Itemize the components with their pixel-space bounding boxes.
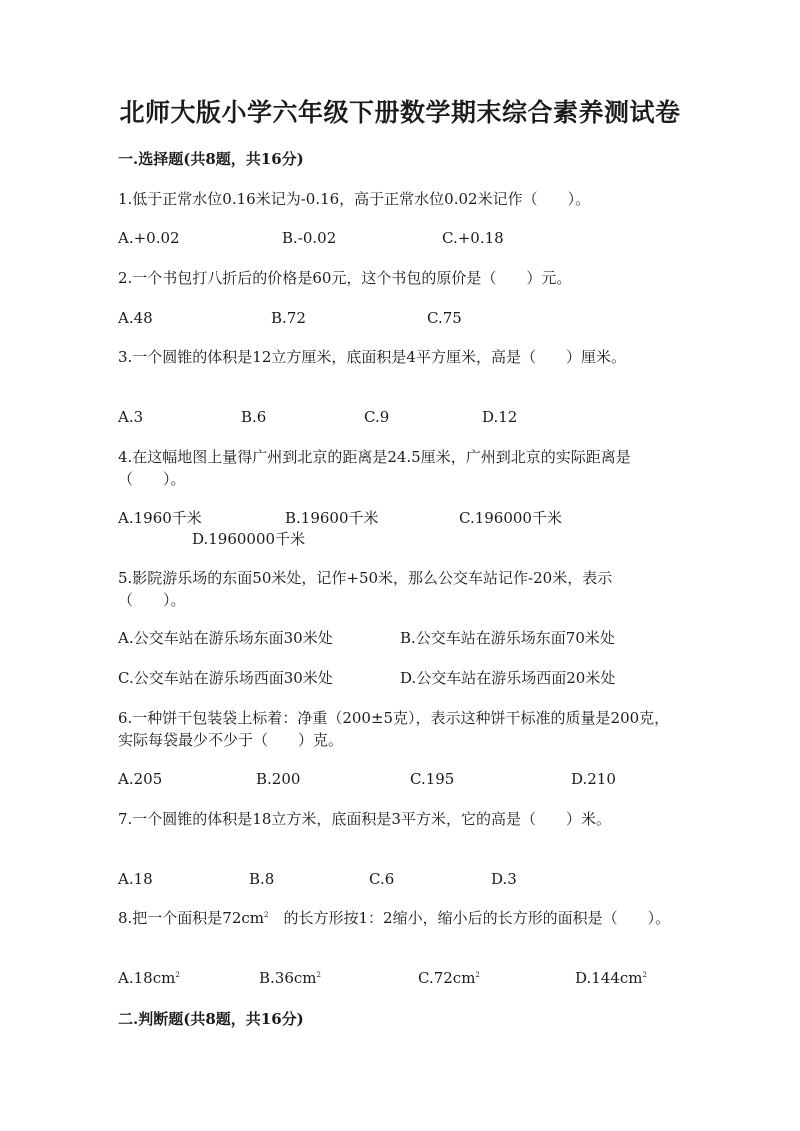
question-3-option-d: D.12 [482, 408, 518, 426]
question-3-stem: 3.一个圆锥的体积是12立方厘米，底面积是4平方厘米，高是（ ）厘米。 [118, 348, 626, 366]
question-6-option-a: A.205 [118, 770, 163, 788]
question-5-option-d: D.公交车站在游乐场西面20米处 [400, 669, 616, 687]
superscript: 2 [175, 971, 180, 979]
question-8-option-c: $C.72cm^2$ [418, 969, 480, 987]
question-3-option-c: C.9 [364, 408, 390, 426]
question-4-option-a: A.1960千米 [118, 509, 202, 527]
question-7-stem: 7.一个圆锥的体积是18立方米，底面积是3平方米，它的高是（ ）米。 [118, 810, 611, 828]
question-8-option-d: $D.144cm^2$ [575, 969, 647, 987]
question-8-stem-part2: 的长方形按1：2缩小，缩小后的长方形的面积是（ ）。 [283, 909, 671, 927]
question-5-stem: 5.影院游乐场的东面50米处，记作+50米，那么公交车站记作-20米，表示（ ）。 [118, 569, 613, 609]
question-2-option-c: C.75 [427, 309, 462, 327]
question-5-option-a: A.公交车站在游乐场东面30米处 [118, 629, 333, 647]
question-1-option-b: B.-0.02 [282, 229, 337, 247]
page-title: 北师大版小学六年级下册数学期末综合素养测试卷 [119, 98, 681, 127]
question-4-option-d: D.1960000千米 [192, 530, 306, 548]
question-4-stem: 4.在这幅地图上量得广州到北京的距离是24.5厘米，广州到北京的实际距离是（ ）。 [118, 448, 631, 488]
question-2-stem: 2.一个书包打八折后的价格是60元，这个书包的原价是（ ）元。 [118, 269, 572, 287]
question-1-stem: 1.低于正常水位0.16米记为-0.16，高于正常水位0.02米记作（ ）。 [118, 190, 591, 208]
question-6-option-c: C.195 [410, 770, 455, 788]
question-2-option-a: A.48 [118, 309, 153, 327]
question-8-option-a: $A.18cm^2$ [118, 969, 180, 987]
question-6-stem: 6.一种饼干包装袋上标着：净重（200±5克），表示这种饼干标准的质量是200克，实际每袋最少不少于（ ）克。 [118, 709, 670, 749]
question-6-option-b: B.200 [256, 770, 301, 788]
question-8-stem [118, 907, 678, 929]
question-4-option-b: B.19600千米 [285, 509, 379, 527]
question-7-option-d: D.3 [491, 870, 517, 888]
section-heading-choice: 一.选择题(共8题，共16分) [118, 150, 304, 168]
question-3-option-a: A.3 [118, 408, 144, 426]
superscript: 2 [264, 911, 269, 919]
section-heading-judgment: 二.判断题(共8题，共16分) [118, 1010, 304, 1028]
question-7-option-b: B.8 [249, 870, 275, 888]
superscript: 2 [475, 971, 480, 979]
question-7-option-a: A.18 [118, 870, 153, 888]
superscript: 2 [642, 971, 647, 979]
question-2-option-b: B.72 [271, 309, 306, 327]
question-8-option-b: $B.36cm^2$ [259, 969, 321, 987]
question-5-option-c: C.公交车站在游乐场西面30米处 [118, 669, 333, 687]
question-5-option-b: B.公交车站在游乐场东面70米处 [400, 629, 615, 647]
question-3-option-b: B.6 [241, 408, 267, 426]
question-1-option-c: C.+0.18 [442, 229, 504, 247]
superscript: 2 [316, 971, 321, 979]
question-6-option-d: D.210 [571, 770, 616, 788]
question-1-option-a: A.+0.02 [118, 229, 180, 247]
question-7-option-c: C.6 [369, 870, 395, 888]
question-4-option-c: C.196000千米 [459, 509, 562, 527]
question-8-stem-part1: 8.把一个面积是72cm [118, 909, 265, 927]
